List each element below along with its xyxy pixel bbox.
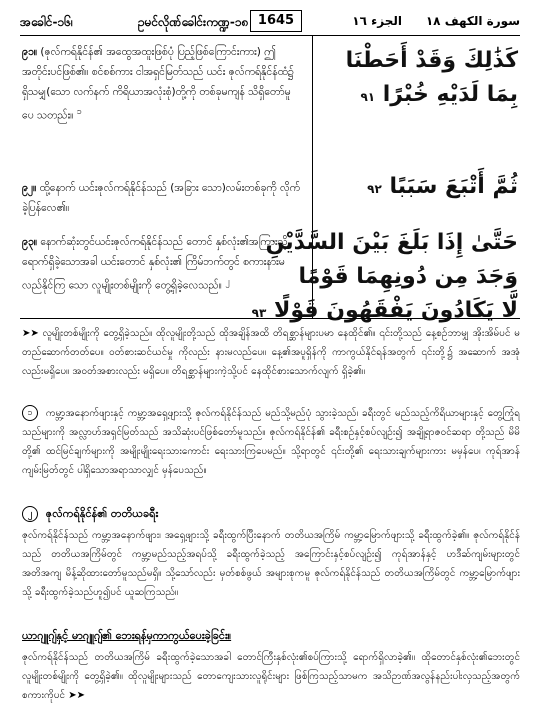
page-header [20,10,520,34]
verse-93 [22,232,302,296]
verse-end-marker: ٩٣ [251,306,267,320]
footnote-paragraph-4 [22,648,520,705]
verse-92 [22,178,302,218]
arabic-line [320,78,518,114]
footnote-rule [20,318,520,319]
continuation-arrow-icon: ➤➤ [22,328,39,339]
arabic-verse-91 [320,44,518,114]
header-rule [20,35,520,36]
continuation-arrow-icon: ➤➤ [68,690,86,701]
footnote-heading-1 [22,504,520,524]
arabic-line-text: بِمَا لَدَيْهِ خُبْرًا [382,82,518,107]
arabic-line [320,170,518,206]
footnote-number: ၁ [22,405,38,421]
footnote-text: ဇုလ်ကရ်နိုင်န်သည် ကမ္ဘာ့အနောက်ဖျား၊ အရှေ့ဖျားသို့ ခရီးထွက်ပြီးနောက် တတိယအကြိမ် ကမ္ဘာ့မြောက်ဖျားသို့ ခရီးထွက်ခဲ့၏။ ဇုလ်ကရ်နိုင်န်သည် တတိယအကြိမ်တွင် ကမ္ဘာ့မည်သည့်အရပ်သို့ ခရီးထွက်ခဲ့သည့် အကြောင်းနှင့်စပ်လျဉ်း၍ ကုရ်အာန်နှင့် ဟဒီဆ်ကျမ်းများတွင် အတိအကျ မိန့်ဆိုထားတော်မူသည်မရှိ။ သို့သော်လည်း မှတ်စစ်ဖွယ် အများစုကမူ ဇုလ်ကရ်နိုင်န်သည် တတိယအကြိမ်တွင် ကမ္ဘာ့မြောက်ဖျားသို့ ခရီးထွက်ခဲ့သည်ဟူ၍ပင် ယူဆကြသည်။ [22,530,520,598]
footnote-heading-2: ယာဂျူဂျ်နှင့် မာဂျူဂျ်၏ ဘေးရန်မှကာကွယ်ပေးခဲ့ခြင်း။ [22,629,232,642]
footnote-marker: ၁ [76,107,82,117]
footnote-paragraph-2 [22,404,520,480]
verse-end-marker: ٩٢ [367,182,382,196]
verse-text: ထို့နောက် ယင်းဇုလ်ကရ်နိုင်န်သည် (အခြား သော)လမ်းတစ်ခုကို လိုက်ခဲ့ပြန်လေ၏။ [22,182,301,214]
verse-text: (ဇုလ်ကရ်နိုင်န်၏ အထွေအထူးဖြစ်ပုံ ပြည့်ဖြစ်ကြောင်းကား) ဤအတိုင်းပင်ဖြစ်၏။ စင်စစ်ကား ငါအရှင်မြတ်သည် ယင်း ဇုလ်ကရ်နိုင်န်ထံ၌ ရှိသမျှ(သော လက်နက် ကိရိယာအလုံးစုံ)တို့ကို တစ်ခုမကျန် သိရှိတော်မူပေ သတည်း။ [22,46,294,122]
header-left-text: အခေါင်-၁၆၊ [20,15,73,29]
footnote-paragraph-1 [22,324,520,381]
verse-end-marker: ٩١ [360,90,376,104]
verse-text: နောက်ဆုံးတွင်ယင်းဇုလ်ကရ်နိုင်န်သည် တောင် နှစ်လုံး၏အကြားသို့ ရောက်ရှိခဲ့သောအခါ ယင်းတောင် နှစ်လုံး၏ ကြိမ်ဘက်တွင် စကားနားမလည်နိုင်ကြ သော လူမျိုးတစ်မျိုးကို တွေ့ရှိခဲ့လေသည်။ [22,236,288,292]
arabic-line: حَتَّىٰ إِذَا بَلَغَ بَيْنَ السَّدَّيْنِ [265,230,518,255]
footnote-marker: ၂ [225,277,230,287]
verse-91 [22,42,302,126]
header-surah: سورة الكهف ١٨ [425,14,520,28]
verse-number: ၉၂။ [22,182,37,194]
page-number: 1645 [250,10,302,32]
arabic-verse-92 [320,170,518,206]
header-juz: الجزء ١٦ [352,14,402,28]
footnote-paragraph-3 [22,526,520,602]
footnote-number: ၂ [22,506,38,522]
arabic-line: وَجَدَ مِن دُونِهِمَا قَوْمًا [298,264,518,289]
footnote-text: ကမ္ဘာ့အနောက်ဖျားနှင့် ကမ္ဘာ့အရှေ့ဖျားသို့ ဇုလ်ကရ်နိုင်န်သည် မည်သို့မည်ပုံ သွားခဲ့သည်၊ ခရီးတွင် မည်သည့်ကိရိယာများနှင့် တွေ့ကြုံရသည်များကို အလ္လာဟ်အရှင်မြတ်သည် အသိဆုံးပင်ဖြစ်တော်မူသည်။ ဇုလ်ကရ်နိုင်န်၏ ခရီးစဉ်နှင့်စပ်လျဉ်း၍ အချို့ရာဇဝင်ဆရာ တို့သည် မိမိတို့၏ ထင်မြင်ချက်များကို အမျိုးမျိုးရေးသားကောင်း ရေးသားကြပေမည်။ သို့ရာတွင် ၎င်းတို့၏ ရေးသားချက်များကား မမှန်ပေ၊ ကုရ်အာန်ကျမ်းမြတ်တွင် ပါရှိသောအရာသာလျှင် မှန်ပေသည်။ [22,408,520,476]
arabic-line-text: لَّا يَكَادُونَ يَفْقَهُونَ قَوْلًا [273,298,518,323]
verse-number: ၉၁။ [22,46,37,58]
arabic-verse-93 [251,226,518,330]
footnote-text: လူမျိုးတစ်မျိုးကို တွေ့ရှိခဲ့သည်။ ထိုလူမျိုးတို့သည် ထိုအချိန်အထိ တိရစ္ဆာန်များပမာ နေထိုင်၏။ ၎င်းတို့သည် နေ့စဉ်ဘာမျှ အိုးအိမ်ပင် မတည်ဆောက်တတ်ပေ။ ဝတ်စားဆင်ယင်မှု ကိုလည်း နားမလည်ပေ။ နေ့၏အပူရှိန်ကို ကာကွယ်နိုင်ရန်အတွက် ၎င်းတို့၌ အဆောက် အအုံလည်းမရှိပေ။ အဝတ်အစားလည်း မရှိပေ။ တိရစ္ဆာန်များကဲ့သို့ပင် နေထိုင်စားသောက်လျက် ရှိခဲ့၏။ [22,328,521,377]
heading-text: ဇုလ်ကရ်နိုင်န်၏ တတိယခရီး [45,507,159,520]
header-section-title: ဥမင်လိုဏ်ခေါင်းကဏ္ဍ-၁၈ [138,15,249,29]
footnote-text: ဇုလ်ကရ်နိုင်န်သည် တတိယအကြိမ် ခရီးထွက်ခဲ့သောအခါ တောင်ကြီးနှစ်လုံး၏စပ်ကြားသို့ ရောက်ရှိလာခဲ့၏။ ထိုတောင်နှစ်လုံး၏ဘေးတွင် လူမျိုးတစ်မျိုးကို တွေ့ရှိခဲ့၏။ ထိုလူမျိုးများသည် တောကျေးသားလူရိုင်းများ ဖြစ်ကြသည့်သာမက အသိဉာဏ်အလွန်နည်းပါးလှသည့်အတွက် စကားကိုပင် [22,652,520,701]
arabic-line-text: ثُمَّ أَتْبَعَ سَبَبًا [389,174,518,199]
arabic-line: كَذَٰلِكَ وَقَدْ أَحَطْنَا [345,48,518,73]
verse-number: ၉၃။ [22,236,37,248]
